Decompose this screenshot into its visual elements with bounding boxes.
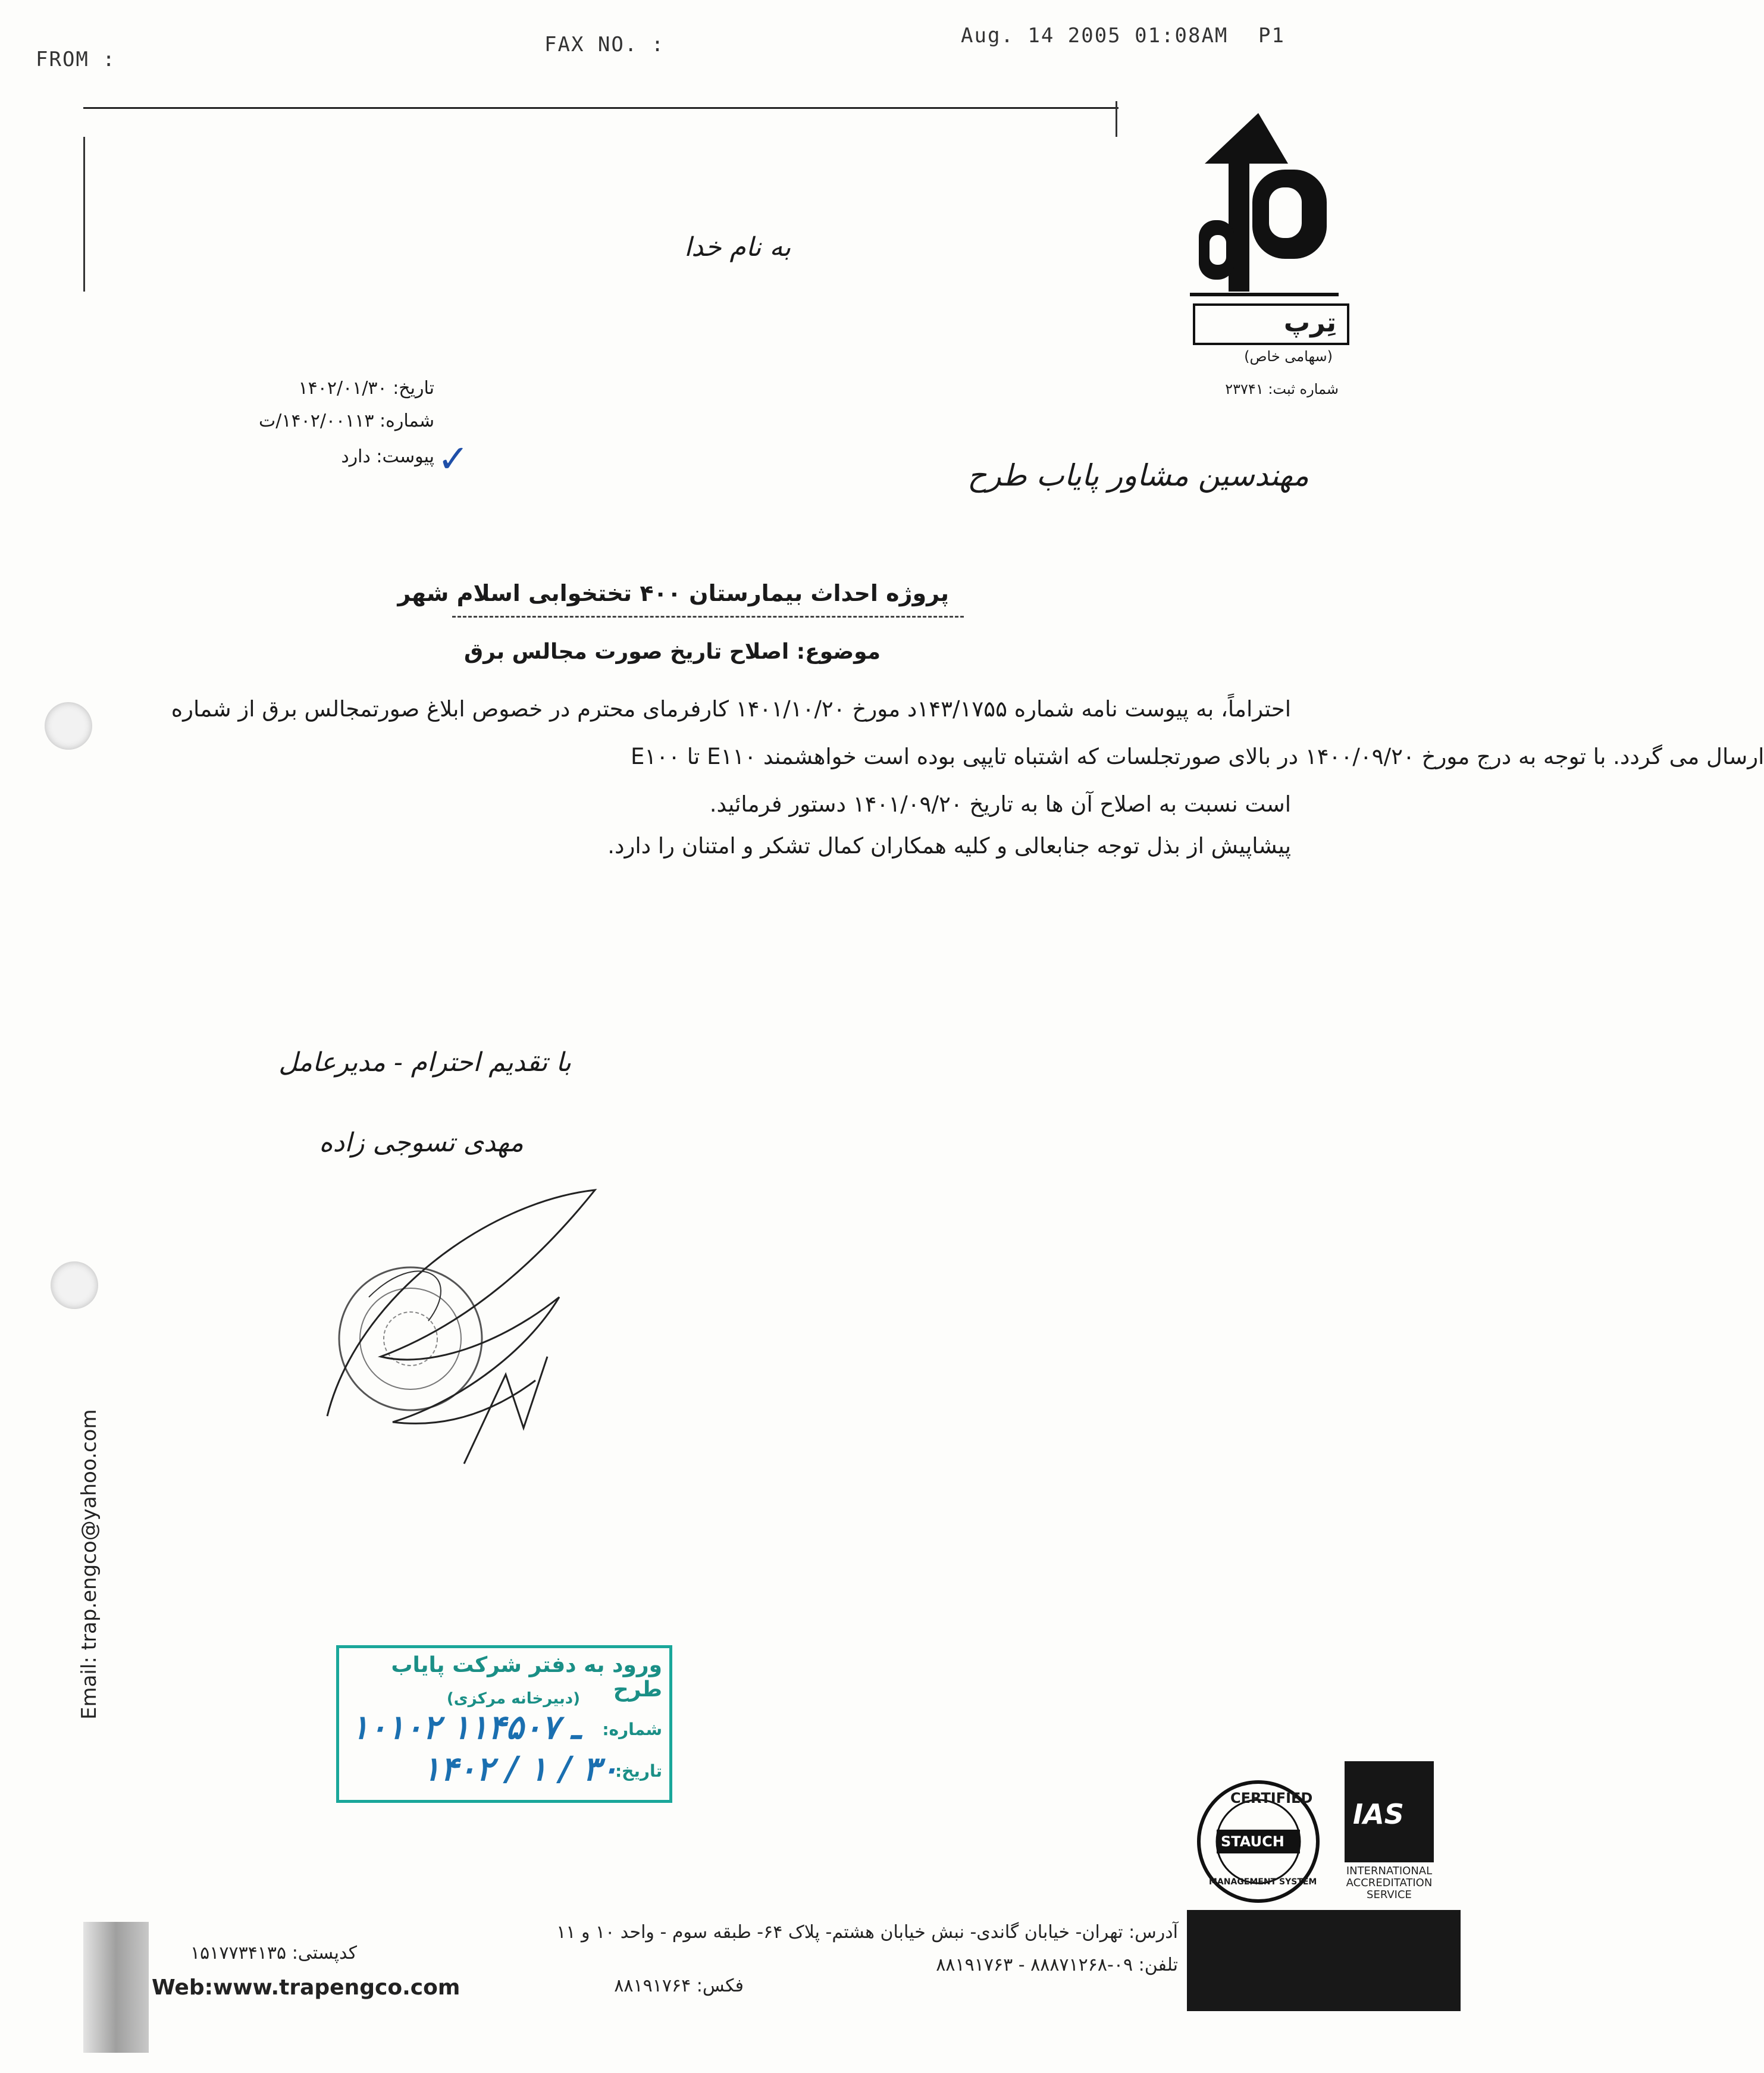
certified-seal xyxy=(1196,1779,1321,1904)
frame-left-line xyxy=(83,137,85,292)
registration-number: شماره ثبت: ۲۳۷۴۱ xyxy=(1225,381,1339,397)
letter-number: شماره: ۱۴۰۲/۰۰۱۱۳/ت xyxy=(259,411,434,431)
ias-line-3: SERVICE xyxy=(1367,1889,1412,1901)
ias-logo: IAS xyxy=(1353,1798,1404,1830)
footer-fax: فکس: ۸۸۱۹۱۷۶۴ xyxy=(614,1975,744,1996)
recipient: مهندسین مشاور پایاب طرح xyxy=(967,458,1309,493)
fax-from: FROM : xyxy=(36,48,116,71)
letter-attachment: پیوست: دارد xyxy=(341,446,434,467)
ias-caption xyxy=(1333,1865,1446,1901)
footer-address: آدرس: تهران- خیابان گاندی- نبش خیابان هشتم- پلاک ۶۴- طبقه سوم - واحد ۱۰ و ۱۱ xyxy=(556,1922,1178,1943)
company-logo-icon xyxy=(1187,107,1342,303)
ias-logo-box xyxy=(1345,1761,1434,1862)
stamp-subtitle: (دبیرخانه مرکزی) xyxy=(446,1690,580,1708)
checkmark-icon: ✓ xyxy=(437,437,469,481)
company-logo xyxy=(1187,107,1342,303)
footer-postal-code: کدپستی: ۱۵۱۷۷۳۴۱۳۵ xyxy=(190,1943,357,1964)
stamp-number-label: شماره: xyxy=(602,1720,662,1739)
project-title: پروژه احداث بیمارستان ۴۰۰ تختخوابی اسلام شهر xyxy=(397,580,949,606)
footer-phone: تلفن: ۰۹-۸۸۸۷۱۲۶۸ - ۸۸۱۹۱۷۶۳ xyxy=(936,1955,1178,1975)
entry-stamp xyxy=(336,1645,672,1803)
stamp-date-label: تاریخ: xyxy=(615,1761,662,1781)
signature-and-seal xyxy=(309,1178,643,1488)
closing-line: با تقدیم احترام - مدیرعامل xyxy=(278,1047,571,1078)
footer-website: Web:www.trapengco.com xyxy=(152,1975,460,2000)
punch-hole-top xyxy=(45,702,92,750)
letter-date: تاریخ: ۱۴۰۲/۰۱/۳۰ xyxy=(298,378,434,399)
dashed-divider xyxy=(452,616,964,618)
frame-top-line xyxy=(83,107,1118,109)
ias-line-1: INTERNATIONAL xyxy=(1346,1865,1433,1877)
footer-dark-bar xyxy=(1187,1910,1461,2011)
frame-right-line xyxy=(1116,101,1117,137)
management-text: MANAGEMENT SYSTEM xyxy=(1209,1877,1317,1887)
subject-line: موضوع: اصلاح تاریخ صورت مجالس برق xyxy=(463,640,881,664)
email-address: Email: trap.engco@yahoo.com xyxy=(77,1409,101,1720)
ias-line-2: ACCREDITATION xyxy=(1346,1877,1433,1889)
company-type: (سهامی خاص) xyxy=(1244,348,1333,365)
fax-page: P1 xyxy=(1258,24,1285,48)
signature-icon xyxy=(309,1178,643,1488)
body-line-3: است نسبت به اصلاح آن ها به تاریخ ۱۴۰۱/۰۹/۲۰ دستور فرمائید. xyxy=(709,791,1291,817)
stauch-text: STAUCH xyxy=(1221,1833,1284,1850)
footer-scan-smudge xyxy=(83,1922,149,2053)
logo-name-box xyxy=(1193,303,1349,345)
body-line-2: E۱۰۰ تا E۱۱۰ ارسال می گردد. با توجه به درج مورخ ۱۴۰۰/۰۹/۲۰ در بالای صورتجلسات که اشتباه تایپی بوده است خواهشمند xyxy=(631,744,1764,769)
stamp-number-value: ۱۰۱۰۲ ـ ۱۱۴۵۰۷ xyxy=(351,1708,581,1747)
fax-number: FAX NO. : xyxy=(544,33,665,57)
stamp-date-value: ۱۴۰۲ / ۱ / ۳۰ xyxy=(422,1749,619,1789)
basmala: به نام خدا xyxy=(684,232,791,262)
stamp-title: ورود به دفتر شرکت پایاب طرح xyxy=(391,1653,662,1702)
body-line-4: پیشاپیش از بذل توجه جنابعالی و کلیه همکاران کمال تشکر و امتنان را دارد. xyxy=(607,833,1291,859)
signer-name: مهدی تسوجی زاده xyxy=(319,1128,524,1158)
company-name: تِرپ xyxy=(1283,308,1336,338)
fax-datetime: Aug. 14 2005 01:08AM xyxy=(961,24,1229,48)
certified-text: CERTIFIED xyxy=(1230,1790,1313,1806)
body-line-1: احتراماً، به پیوست نامه شماره ۱۴۳/۱۷۵۵د مورخ ۱۴۰۱/۱۰/۲۰ کارفرمای محترم در خصوص ابلاغ صورتمجالس برق از شماره xyxy=(171,696,1291,722)
punch-hole-bottom xyxy=(51,1261,98,1309)
